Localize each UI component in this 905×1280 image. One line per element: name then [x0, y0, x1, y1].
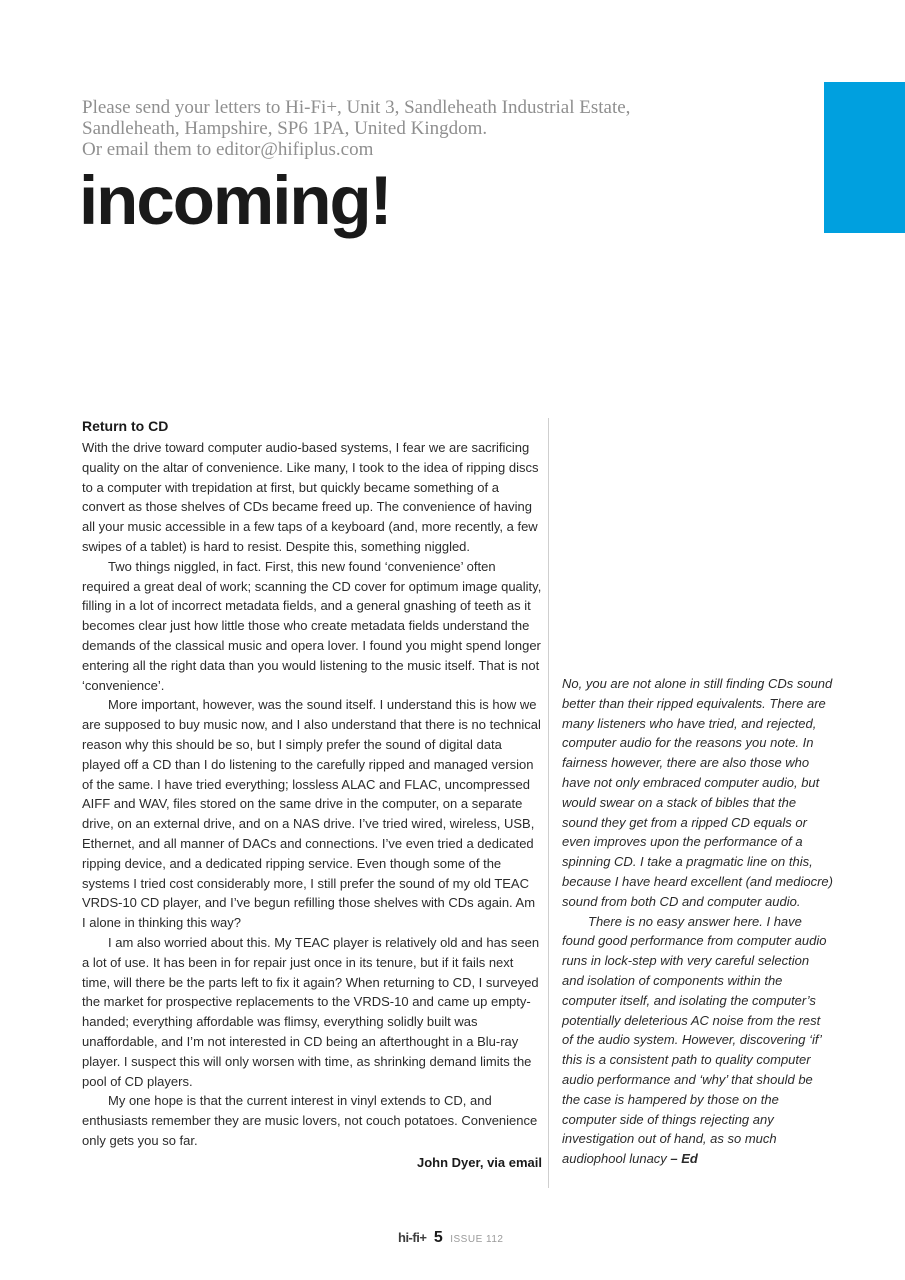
page-headline: incoming!	[79, 162, 391, 239]
editor-reply-column	[562, 674, 834, 1169]
letter-column	[82, 418, 542, 1173]
letter-paragraph-2: Two things niggled, in fact. First, this new found ‘convenience’ often required a great deal of work; scanning the CD cover for optimum image quality, filling in a lot of incorrect metadata fields, and a general gnashing of teeth as it becomes clear just how little those who create metadata fields understand the demands of the classical music and opera lover. I found you might spend longer entering all the right data than you would listening to the music itself. That is not ‘convenience’.	[82, 558, 542, 693]
issue-label: ISSUE 112	[450, 1234, 504, 1245]
column-divider	[548, 418, 549, 1188]
letters-address	[82, 97, 802, 160]
letter-paragraph-1: With the drive toward computer audio-based systems, I fear we are sacrificing quality on the altar of convenience. Like many, I took to the idea of ripping discs to a computer with trepidation at first, but quickly became something of a convert as those shelves of CDs became freed up. The convenience of having all your music accessible in a few taps of a keyboard (and, more recently, a few swipes of a tablet) is hard to resist. Despite this, something niggled.	[82, 440, 539, 554]
address-line-3: Or email them to editor@hifiplus.com	[82, 139, 374, 160]
page-footer	[398, 1229, 503, 1247]
address-line-2: Sandleheath, Hampshire, SP6 1PA, United Kingdom.	[82, 118, 488, 139]
page-number: 5	[433, 1229, 443, 1246]
letter-signature: John Dyer, via email	[416, 1154, 542, 1170]
editor-sign-off: – Ed	[670, 1151, 698, 1167]
letter-paragraph-3: More important, however, was the sound itself. I understand this is how we are supposed to buy music now, and I also understand that there is no technical reason why this should be so, but I simply prefer the sound of digital data played off a CD than I do listening to the carefully ripped and managed version of the same. I have tried everything; lossless ALAC and FLAC, uncompressed AIFF and WAV, files stored on the same drive in the computer, on a separate drive, on an external drive, and on a NAS drive. I’ve tried wired, wireless, USB, Ethernet, and all manner of DACs and connections. I’ve even tried a dedicated ripping device, and a dedicated ripping service. Even though some of the systems I tried cost considerably more, I still prefer the sound of my old TEAC VRDS-10 CD player, and I’ve begun refilling those shelves with CDs again. Am I alone in thinking this way?	[82, 697, 541, 931]
letter-paragraph-4: I am also worried about this. My TEAC player is relatively old and has seen a lot of use. It has been in for repair just once in its tenure, but if it fails next time, will there be the parts left to fix it again? When returning to CD, I surveyed the market for prospective replacements to the VRDS-10 and came up empty-handed; everything affordable was flimsy, everything solidly built was unaffordable, and I’m not interested in CD being an afterthought in a Blu-ray player. I suspect this will only worsen with time, as shrinking demand limits the pool of CD players.	[82, 934, 540, 1089]
address-line-1: Please send your letters to Hi-Fi+, Unit 3, Sandleheath Industrial Estate,	[82, 97, 631, 118]
letter-paragraph-5: My one hope is that the current interest in vinyl extends to CD, and enthusiasts remember they are music lovers, not couch potatoes. Convenience only gets you so far.	[82, 1093, 538, 1148]
letter-title: Return to CD	[82, 418, 169, 434]
section-color-tab	[824, 82, 905, 233]
reply-paragraph-2	[562, 912, 834, 1169]
hifi-plus-logo: hi-fi+	[398, 1230, 427, 1245]
reply-paragraph-1: No, you are not alone in still finding CDs sound better than their ripped equivalents. There are many listeners who have tried, and rejected, computer audio for the reasons you note. In fairness however, there are also those who have not only embraced computer audio, but would swear on a stack of bibles that the sound they get from a ripped CD equals or even improves upon the performance of a spinning CD. I take a pragmatic line on this, because I have heard excellent (and mediocre) sound from both CD and computer audio.	[562, 676, 833, 909]
reply-paragraph-2-text: There is no easy answer here. I have found good performance from computer audio runs in lock-step with very careful selection and isolation of components within the computer itself, and isolating the computer’s potentially deleterious AC noise from the rest of the audio system. However, discovering ‘if’ this is a consistent path to quality computer audio performance and ‘why’ that should be the case is hampered by those on the computer side of things rejecting any investigation out of hand, as so much audiophool lunacy	[562, 913, 827, 1167]
